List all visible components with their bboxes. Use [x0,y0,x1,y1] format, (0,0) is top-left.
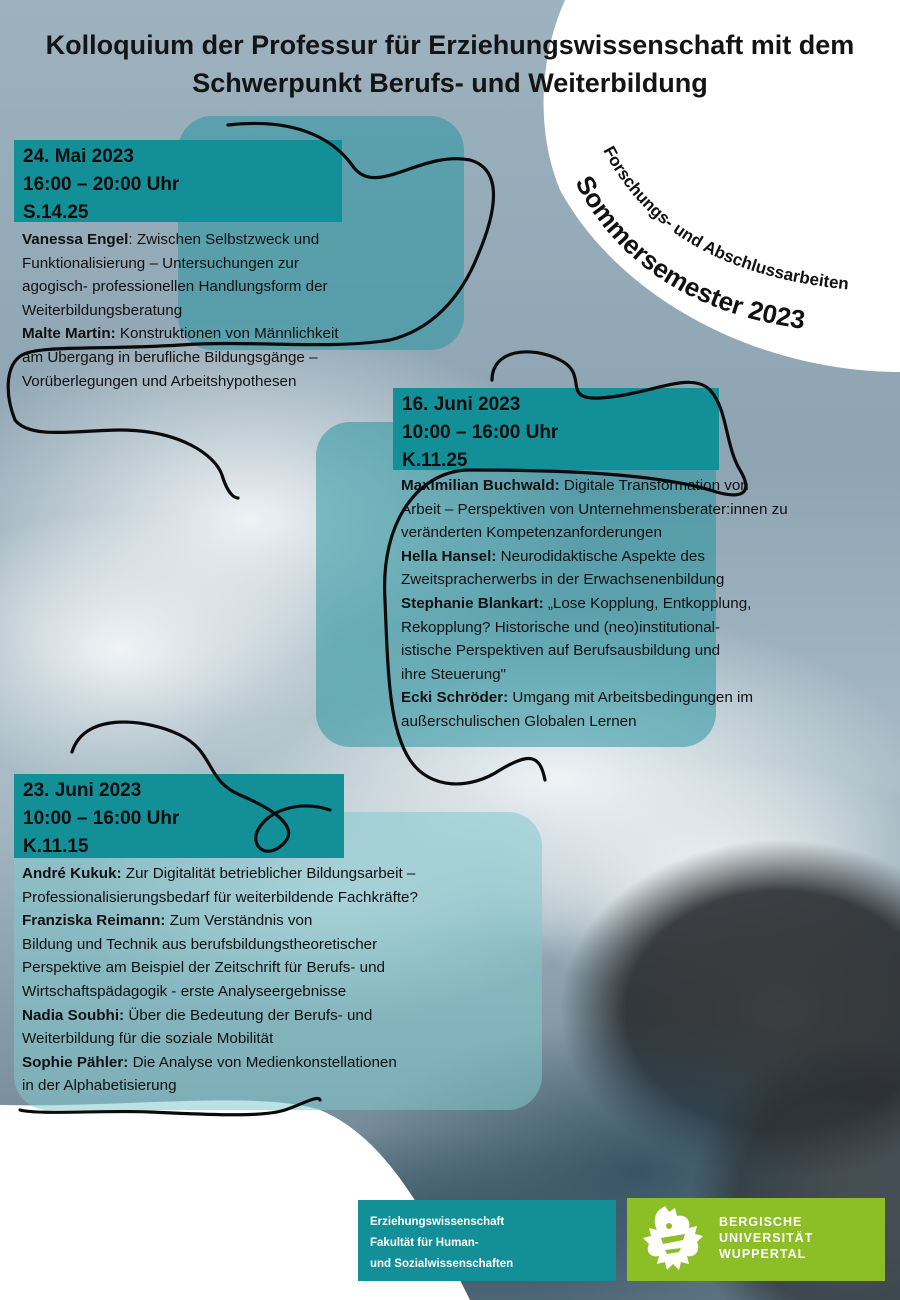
talk-line: am Übergang in berufliche Bildungsgänge – [22,348,318,366]
session-1-time: 16:00 – 20:00 Uhr [23,174,180,195]
session-1-date: 24. Mai 2023 [23,146,134,167]
session-3-header [14,774,344,858]
dept-line: Erziehungswissenschaft [370,1216,505,1228]
talk-line: : Zwischen Selbstzweck und [128,231,320,248]
talk-entry [22,909,552,1003]
talk-speaker: Malte Martin: [22,325,116,343]
talk-line: Bildung und Technik aus berufsbildungstheoretischer [22,935,378,953]
talk-line: ihre Steuerung" [401,665,507,683]
session-2-time: 10:00 – 16:00 Uhr [402,422,559,443]
talk-line: in der Alphabetisierung [22,1077,177,1095]
session-3-talks [22,862,552,1098]
talk-speaker: Hella Hansel: [401,547,497,565]
talk-line: „Lose Kopplung, Entkopplung, [543,594,752,612]
arc-line-1: Forschungs- und Abschlussarbeiten [599,142,850,294]
talk-entry [401,686,891,733]
talk-line: Zum Verständnis von [165,912,313,930]
talk-entry [22,322,442,393]
session-1-talks [22,228,442,393]
talk-line: Über die Bedeutung der Berufs- und [124,1006,373,1024]
lion-icon [639,1204,709,1276]
session-3-date: 23. Juni 2023 [23,780,142,801]
university-line: UNIVERSITÄT [719,1231,814,1245]
session-1-header [14,140,342,222]
talk-line: Umgang mit Arbeitsbedingungen im [508,689,754,707]
session-3-time: 10:00 – 16:00 Uhr [23,808,180,829]
page-title [0,26,900,102]
university-name [719,1214,813,1262]
talk-line: Rekopplung? Historische und (neo)institutional- [401,618,721,636]
talk-speaker: André Kukuk: [22,865,122,882]
talk-line: agogisch- professionellen Handlungsform der [22,278,328,296]
talk-line: veränderten Kompetenzanforderungen [401,524,662,542]
session-2-date: 16. Juni 2023 [402,394,521,415]
talk-entry [22,1004,552,1051]
talk-entry [22,862,552,909]
department-box [358,1200,616,1281]
talk-entry [22,1051,552,1098]
talk-speaker: Stephanie Blankart: [401,594,544,612]
talk-line: Professionalisierungsbedarf für weiterbildende Fachkräfte? [22,888,418,906]
dept-line: Fakultät für Human- [370,1237,479,1249]
talk-entry [401,545,891,592]
session-2-header [393,388,719,470]
talk-line: Perspektive am Beispiel der Zeitschrift für Berufs- und [22,959,385,977]
talk-line: istische Perspektiven auf Berufsausbildung und [401,642,721,660]
talk-line: Weiterbildung für die soziale Mobilität [22,1030,274,1048]
talk-speaker: Nadia Soubhi: [22,1006,125,1024]
talk-line: außerschulischen Globalen Lernen [401,712,637,730]
talk-speaker: Ecki Schröder: [401,689,509,707]
talk-line: Funktionalisierung – Untersuchungen zur [22,254,299,272]
talk-line: Digitale Transformation von [559,477,749,494]
session-2-talks [401,474,891,734]
talk-line: Die Analyse von Medienkonstellationen [128,1053,397,1071]
talk-speaker: Franziska Reimann: [22,912,166,930]
semester-arc-label [545,110,900,370]
talk-speaker: Vanessa Engel [22,231,129,248]
session-1-room: S.14.25 [23,202,89,223]
talk-line: Weiterbildungsberatung [22,301,183,319]
talk-line: Neurodidaktische Aspekte des [496,547,705,565]
university-line: BERGISCHE [719,1215,803,1229]
talk-line: Wirtschaftspädagogik - erste Analyseergebnisse [22,982,347,1000]
title-line-1: Kolloquium der Professur für Erziehungswissenschaft mit dem [45,30,855,60]
talk-entry [22,228,442,322]
talk-entry [401,474,891,545]
talk-line: Konstruktionen von Männlichkeit [115,325,339,343]
session-2-room: K.11.25 [402,450,468,471]
talk-line: Arbeit – Perspektiven von Unternehmensberater:innen zu [401,500,788,518]
talk-speaker: Maximilian Buchwald: [401,477,560,494]
talk-line: Vorüberlegungen und Arbeitshypothesen [22,372,297,390]
talk-entry [401,592,891,686]
talk-speaker: Sophie Pähler: [22,1053,129,1071]
dept-line: und Sozialwissenschaften [370,1258,514,1270]
talk-line: Zweitspracherwerbs in der Erwachsenenbildung [401,571,725,589]
university-line: WUPPERTAL [719,1247,807,1261]
talk-line: Zur Digitalität betrieblicher Bildungsarbeit – [121,865,416,882]
session-3-room: K.11.15 [23,836,89,857]
university-logo-box [627,1198,885,1281]
title-line-2: Schwerpunkt Berufs- und Weiterbildung [192,68,708,98]
arc-line-2: Sommersemester 2023 [569,170,808,335]
